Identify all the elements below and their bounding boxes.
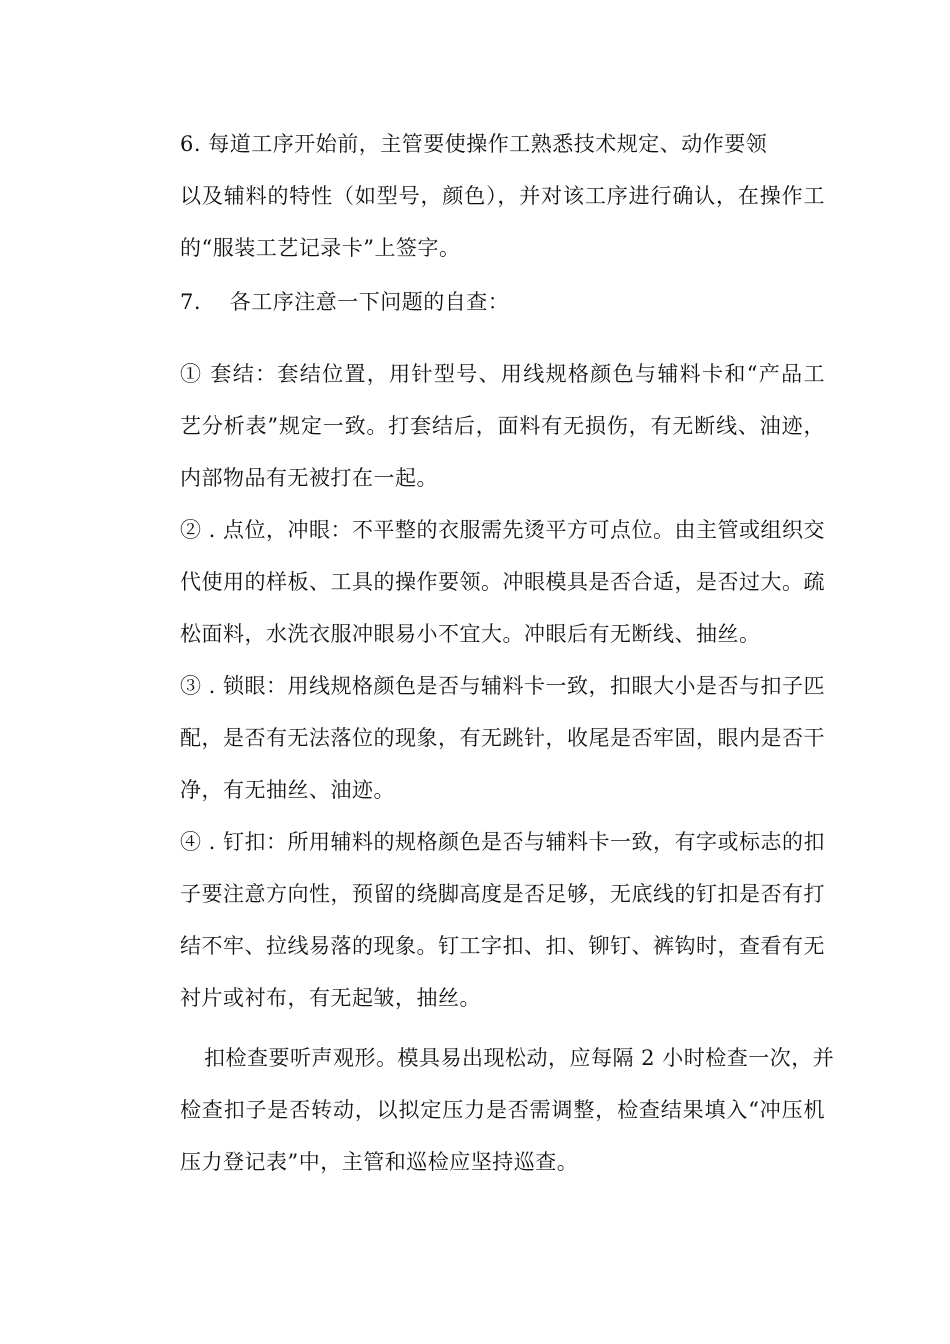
document-page xyxy=(180,118,835,1188)
text-line: ② . 点位，冲眼：不平整的衣服需先烫平方可点位。由主管或组织交 xyxy=(180,518,826,542)
text-line: 配，是否有无法落位的现象，有无跳针，收尾是否牢固，眼内是否干 xyxy=(180,726,825,750)
text-line: 艺分析表”规定一致。打套结后，面料有无损伤，有无断线、油迹， xyxy=(180,414,825,438)
text-line: 衬片或衬布，有无起皱，抽丝。 xyxy=(180,986,481,1010)
section-heading: 7. 各工序注意一下问题的自查： xyxy=(180,290,510,314)
paragraph-item-2-marking-punching xyxy=(180,504,825,660)
paragraph-item-1-bar-tack xyxy=(180,348,825,504)
text-line: 松面料，水洗衣服冲眼易小不宜大。冲眼后有无断线、抽丝。 xyxy=(180,622,761,646)
text-line: 净，有无抽丝、油迹。 xyxy=(180,778,395,802)
text-line: ④ . 钉扣：所用辅料的规格颜色是否与辅料卡一致，有字或标志的扣 xyxy=(180,830,826,854)
text-line: 内部物品有无被打在一起。 xyxy=(180,466,438,490)
text-line: 子要注意方向性，预留的绕脚高度是否足够，无底线的钉扣是否有打 xyxy=(180,882,825,906)
paragraph-closing-inspection xyxy=(180,1032,835,1188)
text-line: 的“服装工艺记录卡”上签字。 xyxy=(180,236,461,260)
text-line: ① 套结：套结位置，用针型号、用线规格颜色与辅料卡和“产品工 xyxy=(180,362,825,386)
text-line: 6. 每道工序开始前，主管要使操作工熟悉技术规定、动作要领 xyxy=(180,132,768,156)
text-line: 以及辅料的特性（如型号，颜色），并对该工序进行确认，在操作工 xyxy=(180,184,825,208)
text-line: ③ . 锁眼：用线规格颜色是否与辅料卡一致，扣眼大小是否与扣子匹 xyxy=(180,674,826,698)
text-line: 压力登记表”中，主管和巡检应坚持巡查。 xyxy=(180,1150,579,1174)
paragraph-item-4-button-sewing xyxy=(180,816,825,1024)
heading-step-7 xyxy=(180,276,825,328)
text-line: 检查扣子是否转动，以拟定压力是否需调整，检查结果填入“冲压机 xyxy=(180,1098,825,1122)
text-line: 扣检查要听声观形。模具易出现松动，应每隔 2 小时检查一次，并 xyxy=(204,1046,835,1070)
paragraph-step-6 xyxy=(180,118,825,274)
text-line: 结不牢、拉线易落的现象。钉工字扣、扣、铆钉、裤钩时，查看有无 xyxy=(180,934,825,958)
text-line: 代使用的样板、工具的操作要领。冲眼模具是否合适，是否过大。疏 xyxy=(180,570,825,594)
paragraph-item-3-buttonhole xyxy=(180,660,825,816)
